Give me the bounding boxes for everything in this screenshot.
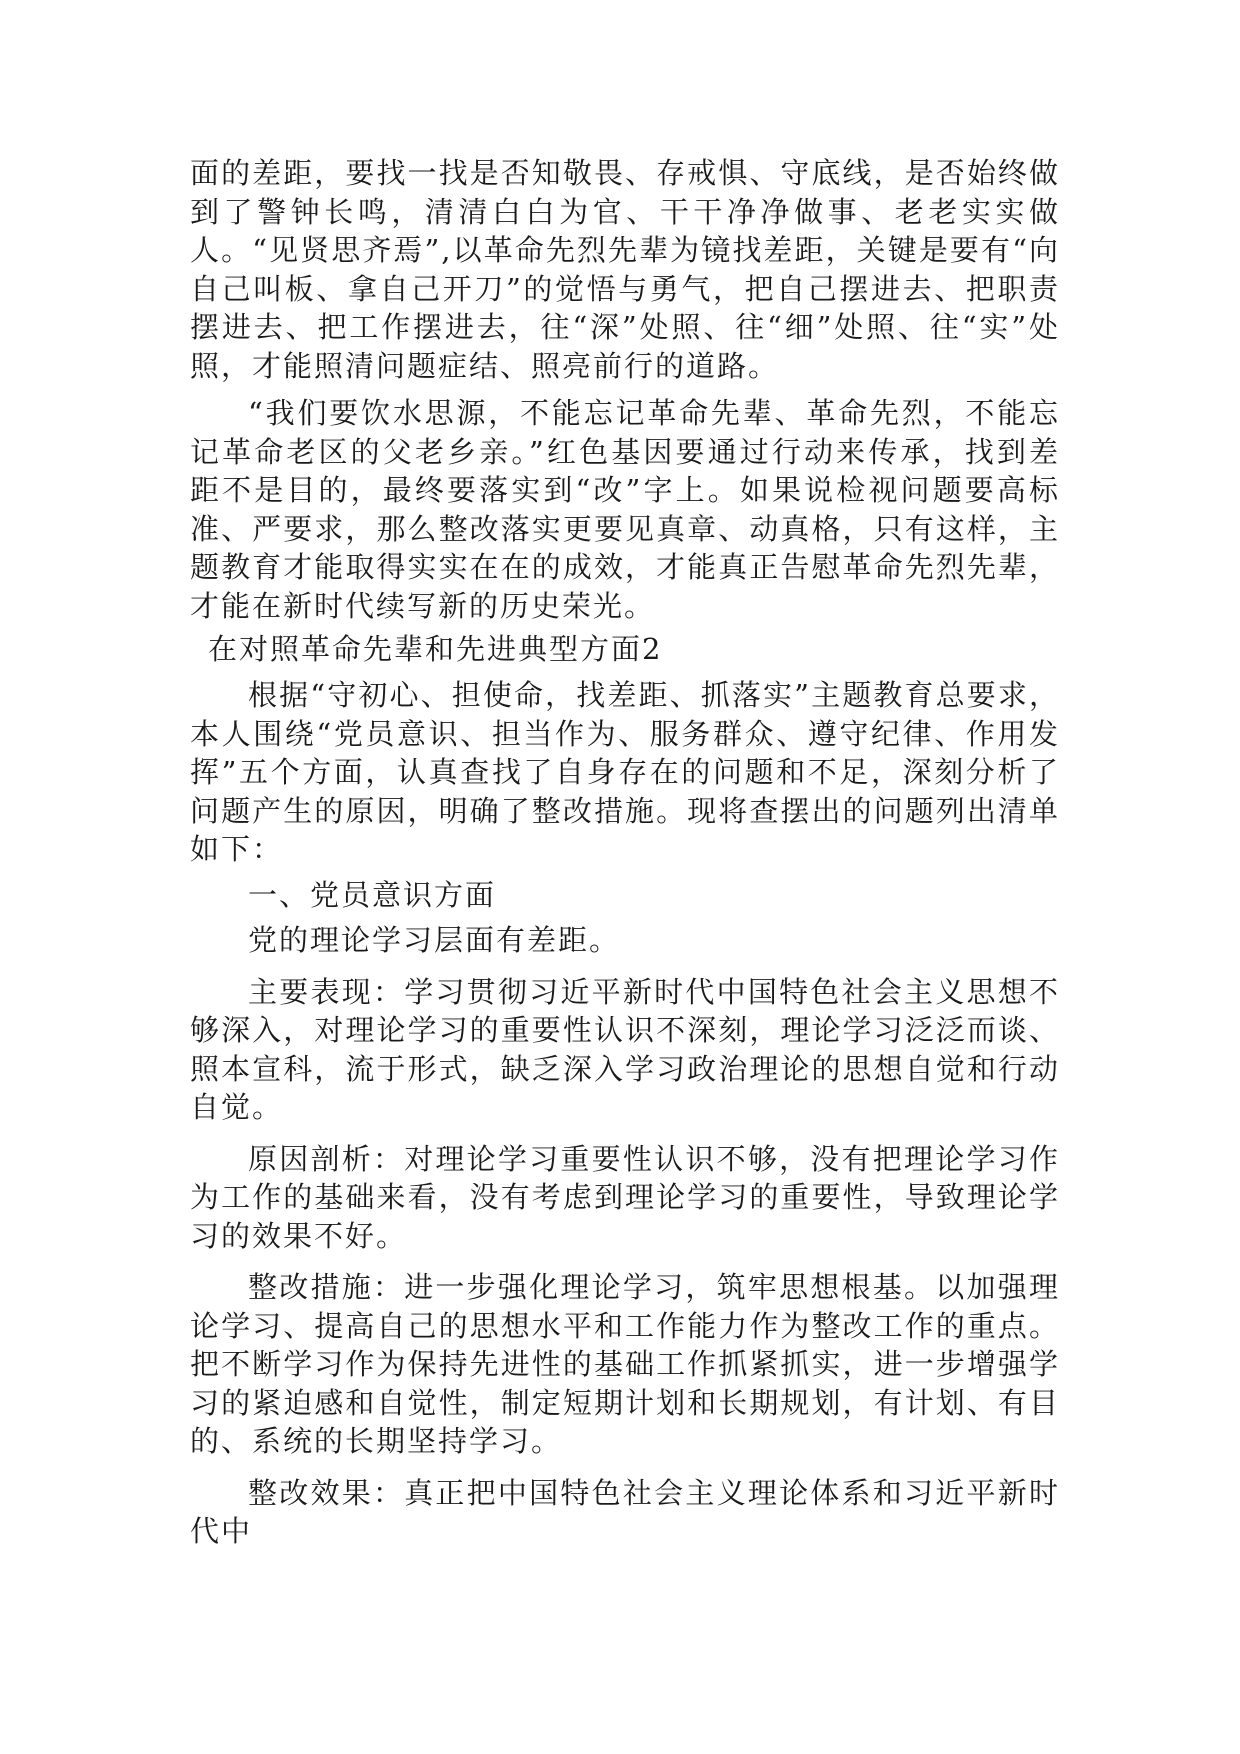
paragraph-gap-statement: 党的理论学习层面有差距。 (248, 923, 621, 957)
paragraph-continuation: 面的差距，要找一找是否知敬畏、存戒惧、守底线，是否始终做到了警钟长鸣，清清白白为官、干干净净做事、老老实实做人。“见贤思齐焉”,以革命先烈先辈为镜找差距，关键是要有“向自己叫板、拿自己开刀”的觉悟与勇气，把自己摆进去、把职责摆进去、把工作摆进去，往“深”处照、往“细”处照、往“实”处照，才能照清问题症结、照亮前行的道路。 (190, 156, 1060, 383)
document-body (190, 154, 1060, 1551)
paragraph-rectification-effect: 整改效果：真正把中国特色社会主义理论体系和习近平新时代中 (190, 1475, 1060, 1548)
section-title: 在对照革命先辈和先进典型方面2 (208, 632, 663, 666)
paragraph-quote: “我们要饮水思源，不能忘记革命先辈、革命先烈，不能忘记革命老区的父老乡亲。”红色基因要通过行动来传承，找到差距不是目的，最终要落实到“改”字上。如果说检视问题要高标准、严要求，那么整改落实更要见真章、动真格，只有这样，主题教育才能取得实实在在的成效，才能真正告慰革命先烈先辈，才能在新时代续写新的历史荣光。 (190, 396, 1060, 623)
paragraph-intro: 根据“守初心、担使命，找差距、抓落实”主题教育总要求，本人围绕“党员意识、担当作为、服务群众、遵守纪律、作用发挥”五个方面，认真查找了自身存在的问题和不足，深刻分析了问题产生的原因，明确了整改措施。现将查摆出的问题列出清单如下： (190, 678, 1060, 866)
paragraph-cause-analysis: 原因剖析：对理论学习重要性认识不够，没有把理论学习作为工作的基础来看，没有考虑到理论学习的重要性，导致理论学习的效果不好。 (190, 1141, 1060, 1253)
paragraph-main-manifestation: 主要表现：学习贯彻习近平新时代中国特色社会主义思想不够深入，对理论学习的重要性认识不深刻，理论学习泛泛而谈、照本宣科，流于形式，缺乏深入学习政治理论的思想自觉和行动自觉。 (190, 974, 1060, 1124)
subheading-party-awareness: 一、党员意识方面 (248, 877, 497, 912)
paragraph-rectification-measures: 整改措施：进一步强化理论学习，筑牢思想根基。以加强理论学习、提高自己的思想水平和工作能力作为整改工作的重点。把不断学习作为保持先进性的基础工作抓紧抓实，进一步增强学习的紧迫感和自觉性，制定短期计划和长期规划，有计划、有目的、系统的长期坚持学习。 (190, 1270, 1060, 1458)
